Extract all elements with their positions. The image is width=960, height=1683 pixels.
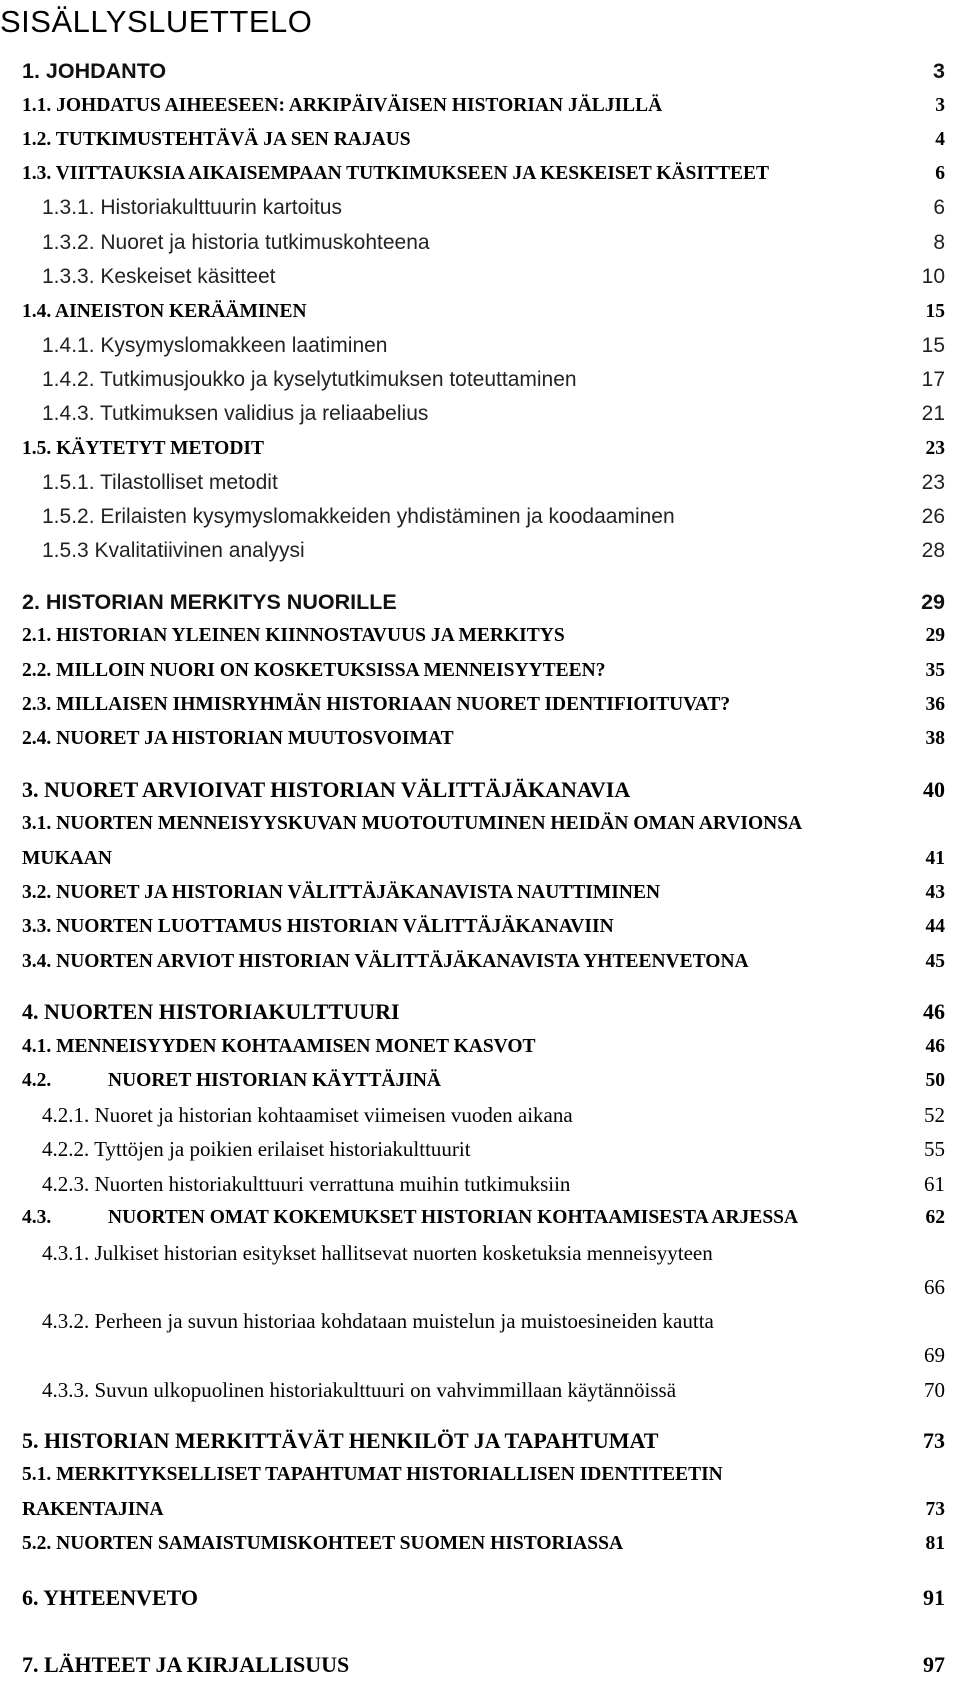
- toc-entry: [0, 1643, 960, 1677]
- toc-entry: [0, 614, 960, 648]
- toc-entry-label: 6. YHTEENVETO: [22, 1585, 199, 1610]
- toc-entry-label: 1.1. JOHDATUS AIHEESEEN: ARKIPÄIVÄISEN HISTORIAN JÄLJILLÄ: [22, 95, 663, 116]
- toc-entry: [0, 358, 960, 392]
- toc-entry-page: 61: [924, 1172, 945, 1196]
- toc-entry-label: 4.2.1. Nuoret ja historian kohtaamiset viimeisen vuoden aikana: [42, 1103, 573, 1127]
- toc-entry: [0, 1419, 960, 1453]
- toc-entry-label: 4.2.2. Tyttöjen ja poikien erilaiset historiakulttuurit: [42, 1137, 471, 1161]
- toc-entry-page: 70: [924, 1378, 945, 1402]
- toc-entry-page: 15: [921, 334, 945, 357]
- toc-entry-page: 28: [921, 539, 945, 562]
- toc-entry-label: 1.5.2. Erilaisten kysymyslomakkeiden yhdistäminen ja koodaaminen: [42, 505, 675, 528]
- toc-entry: [0, 186, 960, 220]
- toc-entry-label: 3.3. NUORTEN LUOTTAMUS HISTORIAN VÄLITTÄJÄKANAVIIN: [22, 916, 614, 937]
- toc-entry-page: 41: [925, 848, 945, 869]
- toc-entry-page: 10: [921, 265, 945, 288]
- toc-entry: [0, 84, 960, 118]
- toc-entry-page: 29: [921, 590, 945, 614]
- toc-entry-page: 52: [924, 1103, 945, 1127]
- toc-entry-page: 17: [921, 368, 945, 391]
- toc-entry-label: 1.4. AINEISTON KERÄÄMINEN: [22, 301, 307, 322]
- toc-entry-page: 21: [921, 402, 945, 425]
- toc-entry-page: 43: [925, 882, 945, 903]
- toc-entry: [0, 221, 960, 255]
- toc-entry-page: 46: [925, 1036, 945, 1057]
- toc-entry-label: 4.2.3. Nuorten historiakulttuuri verrattuna muihin tutkimuksiin: [42, 1172, 571, 1196]
- toc-entry: [0, 324, 960, 358]
- toc-entry: [0, 392, 960, 426]
- toc-entry-page: 6: [933, 196, 945, 219]
- toc-entry-page: 4: [935, 129, 945, 150]
- toc-entry-label: 2.1. HISTORIAN YLEINEN KIINNOSTAVUUS JA MERKITYS: [22, 625, 565, 646]
- toc-entry-label: 1.2. TUTKIMUSTEHTÄVÄ JA SEN RAJAUS: [22, 129, 411, 150]
- toc-entry-label: 2.2. MILLOIN NUORI ON KOSKETUKSISSA MENNEISYYTEEN?: [22, 660, 606, 681]
- toc-entry: [0, 990, 960, 1024]
- toc-entry-label: RAKENTAJINA: [22, 1499, 164, 1520]
- toc-entry-page: 62: [925, 1207, 945, 1228]
- toc-entry-page: 73: [923, 1428, 945, 1453]
- toc-entry-page: 73: [925, 1499, 945, 1520]
- toc-entry: [0, 1453, 960, 1487]
- toc-entry-page: 66: [924, 1275, 945, 1299]
- toc-entry-label: MUKAAN: [22, 848, 112, 869]
- toc-entry-label: 4. NUORTEN HISTORIAKULTTUURI: [22, 999, 400, 1024]
- toc-entry-title: NUORTEN OMAT KOKEMUKSET HISTORIAN KOHTAAMISESTA ARJESSA: [108, 1207, 799, 1228]
- toc-entry-label: 2.3. MILLAISEN IHMISRYHMÄN HISTORIAAN NUORET IDENTIFIOITUVAT?: [22, 694, 731, 715]
- toc-entry-page: 29: [925, 625, 945, 646]
- toc-entry: [0, 495, 960, 529]
- toc-entry: [0, 290, 960, 324]
- toc-entry: [0, 683, 960, 717]
- toc-entry-page: 97: [923, 1652, 945, 1677]
- toc-entry: [0, 649, 960, 683]
- toc-entry-label: 3.4. NUORTEN ARVIOT HISTORIAN VÄLITTÄJÄKANAVISTA YHTEENVETONA: [22, 951, 749, 972]
- toc-entry: [0, 1196, 960, 1230]
- toc-entry: [0, 1522, 960, 1556]
- toc-entry: [0, 717, 960, 751]
- toc-entry-label: 3.2. NUORET JA HISTORIAN VÄLITTÄJÄKANAVISTA NAUTTIMINEN: [22, 882, 661, 903]
- toc-entry: [0, 1576, 960, 1610]
- toc-entry-label: 1.3.1. Historiakulttuurin kartoitus: [42, 196, 342, 219]
- toc-entry: [0, 1127, 960, 1161]
- toc-entry-label: 1.4.3. Tutkimuksen validius ja reliaabelius: [42, 402, 429, 425]
- toc-entry-page: 38: [925, 728, 945, 749]
- toc-entry: [0, 1333, 960, 1367]
- toc-entry-page: 6: [935, 163, 945, 184]
- toc-entry-label: 5.1. MERKITYKSELLISET TAPAHTUMAT HISTORIALLISEN IDENTITEETIN: [22, 1464, 723, 1485]
- toc-entry: [0, 461, 960, 495]
- toc-entry-page: 50: [925, 1070, 945, 1091]
- toc-entry: [0, 768, 960, 802]
- toc-entry-title: NUORET HISTORIAN KÄYTTÄJINÄ: [108, 1070, 442, 1091]
- toc-entry-page: 26: [921, 505, 945, 528]
- toc-entry-label: 3.1. NUORTEN MENNEISYYSKUVAN MUOTOUTUMINEN HEIDÄN OMAN ARVIONSA: [22, 813, 803, 834]
- toc-entry-label: 1.5. KÄYTETYT METODIT: [22, 438, 264, 459]
- toc-entry: [0, 427, 960, 461]
- toc-entry-label: 1. JOHDANTO: [22, 59, 167, 83]
- toc-entry-page: 23: [925, 438, 945, 459]
- toc-entry: [0, 49, 960, 83]
- toc-entry-label: 4.3.1. Julkiset historian esitykset hallitsevat nuorten kosketuksia menneisyyteen: [42, 1241, 713, 1265]
- toc-entry: [0, 1299, 960, 1333]
- toc-entry: [0, 940, 960, 974]
- toc-entry-label: 4.3.3. Suvun ulkopuolinen historiakulttuuri on vahvimmillaan käytännöissä: [42, 1378, 677, 1402]
- toc-entry-label: 4.3.: [22, 1207, 52, 1228]
- toc-entry-page: 8: [933, 231, 945, 254]
- toc-entry-label: 7. LÄHTEET JA KIRJALLISUUS: [22, 1652, 350, 1677]
- toc-entry-page: 44: [925, 916, 945, 937]
- toc-entry-label: 4.1. MENNEISYYDEN KOHTAAMISEN MONET KASVOT: [22, 1036, 536, 1057]
- toc-entry: [0, 1368, 960, 1402]
- toc-entry: [0, 837, 960, 871]
- toc-entry-label: 2. HISTORIAN MERKITYS NUORILLE: [22, 590, 397, 614]
- toc-entry-page: 45: [925, 951, 945, 972]
- toc-entry: [0, 529, 960, 563]
- toc-entry-label: 1.3.2. Nuoret ja historia tutkimuskohteena: [42, 231, 430, 254]
- page-title: SISÄLLYSLUETTELO: [0, 4, 313, 39]
- toc-entry-page: 35: [925, 660, 945, 681]
- toc-entry: [0, 255, 960, 289]
- toc-entry: [0, 152, 960, 186]
- toc-entry: [0, 1488, 960, 1522]
- toc-entry: [0, 1025, 960, 1059]
- toc-entry-label: 1.3.3. Keskeiset käsitteet: [42, 265, 276, 288]
- toc-entry-page: 3: [933, 59, 945, 83]
- toc-entry-label: 1.4.2. Tutkimusjoukko ja kyselytutkimuksen toteuttaminen: [42, 368, 577, 391]
- toc-entry-page: 40: [923, 777, 945, 802]
- toc-entry: [0, 1231, 960, 1265]
- toc-entry-page: 36: [925, 694, 945, 715]
- toc-entry-page: 46: [923, 999, 945, 1024]
- toc-entry-label: 1.3. VIITTAUKSIA AIKAISEMPAAN TUTKIMUKSEEN JA KESKEISET KÄSITTEET: [22, 163, 769, 184]
- toc-entry: [0, 118, 960, 152]
- toc-entry-label: 1.5.1. Tilastolliset metodit: [42, 471, 278, 494]
- toc-entry-label: 1.5.3 Kvalitatiivinen analyysi: [42, 539, 305, 562]
- toc-entry-page: 69: [924, 1343, 945, 1367]
- toc-entry: [0, 1093, 960, 1127]
- toc-entry: [0, 1059, 960, 1093]
- toc-entry: [0, 1162, 960, 1196]
- toc-entry-label: 2.4. NUORET JA HISTORIAN MUUTOSVOIMAT: [22, 728, 454, 749]
- toc-entry-label: 1.4.1. Kysymyslomakkeen laatiminen: [42, 334, 388, 357]
- toc-entry-page: 81: [925, 1533, 945, 1554]
- toc-entry: [0, 871, 960, 905]
- toc-entry: [0, 1265, 960, 1299]
- toc-entry-label: 3. NUORET ARVIOIVAT HISTORIAN VÄLITTÄJÄKANAVIA: [22, 777, 631, 802]
- toc-entry-label: 5.2. NUORTEN SAMAISTUMISKOHTEET SUOMEN HISTORIASSA: [22, 1533, 624, 1554]
- toc-entry: [0, 580, 960, 614]
- toc-entry-label: 5. HISTORIAN MERKITTÄVÄT HENKILÖT JA TAPAHTUMAT: [22, 1428, 659, 1453]
- toc-entry-page: 23: [921, 471, 945, 494]
- toc-entry-page: 55: [924, 1137, 945, 1161]
- toc-entry: [0, 905, 960, 939]
- toc-entry: [0, 802, 960, 836]
- toc-entry-label: 4.3.2. Perheen ja suvun historiaa kohdataan muistelun ja muistoesineiden kautta: [42, 1309, 714, 1333]
- toc-entry-label: 4.2.: [22, 1070, 52, 1091]
- toc-entry-page: 15: [925, 301, 945, 322]
- toc-entry-page: 3: [935, 95, 945, 116]
- toc-entry-page: 91: [923, 1585, 945, 1610]
